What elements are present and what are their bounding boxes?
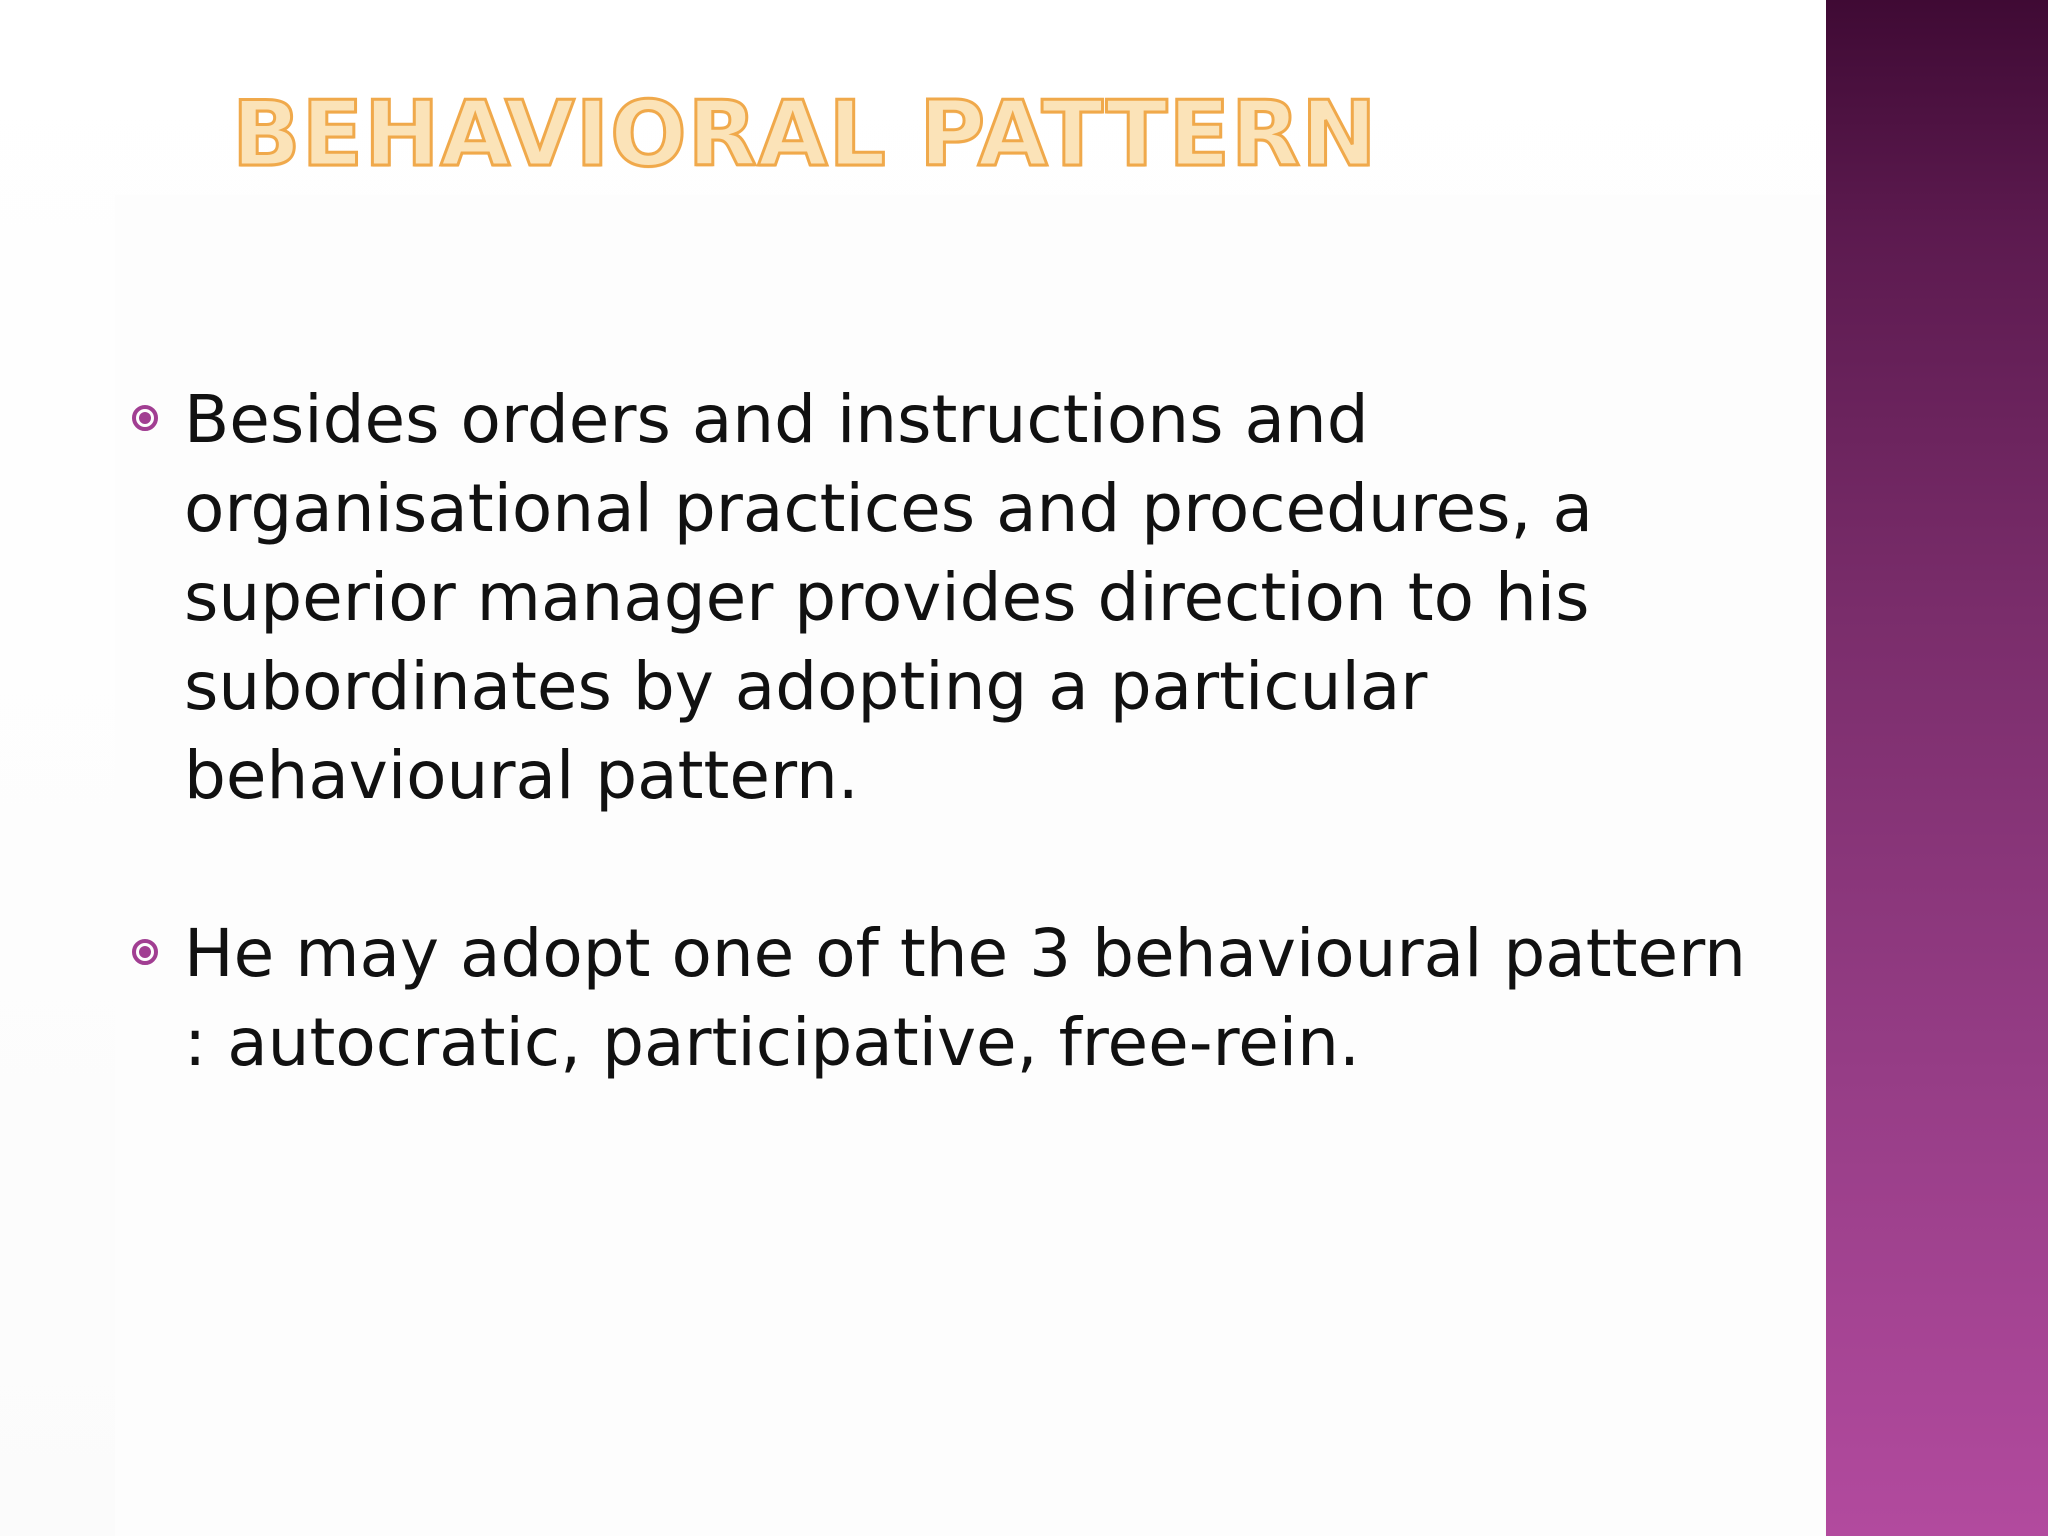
bullet-text: Besides orders and instructions and organisational practices and procedures, a superior manager provides direction to his subordinates by adopting a particular behavioural pattern.	[184, 381, 1593, 814]
bullet-item	[132, 375, 1772, 820]
bullet-list	[132, 375, 1772, 1087]
slide-title: BEHAVIORAL PATTERN	[232, 82, 1378, 187]
decorative-sidebar	[1826, 0, 2048, 1536]
circled-dot-icon	[132, 405, 158, 431]
bullet-text: He may adopt one of the 3 behavioural pattern : autocratic, participative, free-rein.	[184, 915, 1746, 1081]
bullet-item	[132, 909, 1772, 1087]
circled-dot-icon	[132, 939, 158, 965]
